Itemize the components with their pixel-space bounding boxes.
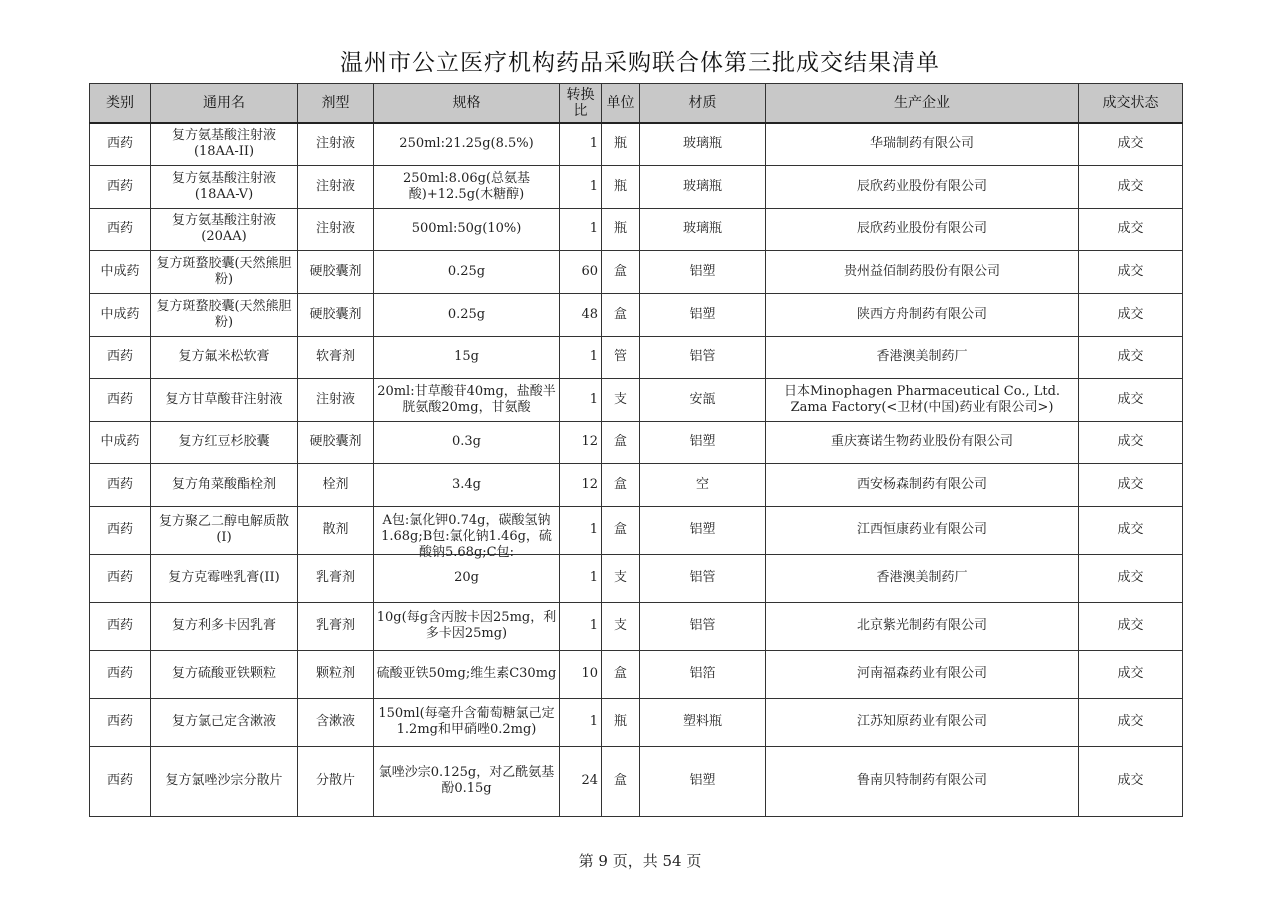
cell-unit: 盒: [602, 746, 640, 816]
page-title: 温州市公立医疗机构药品采购联合体第三批成交结果清单: [340, 50, 940, 76]
specification-text: 硫酸亚铁50mg;维生素C30mg: [376, 666, 557, 681]
cell-generic-name: 复方斑蝥胶囊(天然熊胆粉): [151, 293, 298, 336]
cell-manufacturer: 西安杨森制药有限公司: [766, 463, 1079, 506]
cell-dosage-form: 含漱液: [298, 698, 374, 746]
cell-manufacturer: 陕西方舟制药有限公司: [766, 293, 1079, 336]
column-header-material: 材质: [640, 84, 766, 124]
cell-specification: [374, 208, 560, 250]
cell-conversion-ratio: 1: [560, 698, 602, 746]
cell-manufacturer: 重庆赛诺生物药业股份有限公司: [766, 421, 1079, 463]
cell-unit: 盒: [602, 506, 640, 554]
cell-unit: 管: [602, 336, 640, 378]
column-header-category: 类别: [90, 84, 151, 124]
cell-unit: 盒: [602, 421, 640, 463]
cell-material: 铝塑: [640, 293, 766, 336]
cell-specification: [374, 650, 560, 698]
specification-text: 500ml:50g(10%): [411, 221, 522, 236]
cell-manufacturer: 香港澳美制药厂: [766, 554, 1079, 602]
cell-conversion-ratio: 1: [560, 378, 602, 421]
specification-text: 0.25g: [447, 263, 486, 279]
cell-generic-name: 复方聚乙二醇电解质散(I): [151, 506, 298, 554]
cell-material: 铝塑: [640, 746, 766, 816]
cell-unit: 瓶: [602, 165, 640, 208]
cell-specification: [374, 746, 560, 816]
cell-material: 安瓿: [640, 378, 766, 421]
cell-deal-status: 成交: [1079, 165, 1183, 208]
cell-specification: [374, 293, 560, 336]
cell-unit: 瓶: [602, 123, 640, 165]
cell-manufacturer: 贵州益佰制药股份有限公司: [766, 250, 1079, 293]
cell-manufacturer: 江苏知原药业有限公司: [766, 698, 1079, 746]
cell-generic-name: 复方氯唑沙宗分散片: [151, 746, 298, 816]
table-row: [90, 463, 1183, 506]
cell-generic-name: 复方克霉唑乳膏(II): [151, 554, 298, 602]
specification-text: 10g(每g含丙胺卡因25mg，利多卡因25mg): [376, 610, 557, 641]
cell-conversion-ratio: 1: [560, 602, 602, 650]
cell-dosage-form: 乳膏剂: [298, 602, 374, 650]
cell-unit: 盒: [602, 650, 640, 698]
specification-text: 氯唑沙宗0.125g，对乙酰氨基酚0.15g: [378, 765, 555, 796]
cell-category: 中成药: [90, 421, 151, 463]
cell-category: 西药: [90, 554, 151, 602]
cell-conversion-ratio: 12: [560, 421, 602, 463]
cell-generic-name: 复方甘草酸苷注射液: [151, 378, 298, 421]
cell-specification: [374, 698, 560, 746]
column-header-generic-name: 通用名: [151, 84, 298, 124]
cell-unit: 支: [602, 602, 640, 650]
cell-category: 西药: [90, 463, 151, 506]
table-row: [90, 506, 1183, 554]
specification-text: 20g: [454, 570, 479, 585]
specification-text: 0.25g: [447, 306, 486, 322]
specification-text: 0.3g: [452, 434, 481, 449]
table-row: [90, 421, 1183, 463]
cell-category: 西药: [90, 650, 151, 698]
cell-category: 西药: [90, 698, 151, 746]
cell-deal-status: 成交: [1079, 463, 1183, 506]
cell-material: 玻璃瓶: [640, 208, 766, 250]
cell-category: 西药: [90, 123, 151, 165]
cell-deal-status: 成交: [1079, 208, 1183, 250]
cell-manufacturer: 北京紫光制药有限公司: [766, 602, 1079, 650]
cell-deal-status: 成交: [1079, 123, 1183, 165]
cell-manufacturer: 辰欣药业股份有限公司: [766, 208, 1079, 250]
table-row: [90, 293, 1183, 336]
page-number: 第 9 页，共 54 页: [578, 852, 702, 870]
cell-category: 西药: [90, 165, 151, 208]
cell-material: 铝塑: [640, 250, 766, 293]
specification-text: A包:氯化钾0.74g，碳酸氢钠1.68g;B包:氯化钠1.46g，硫酸钠5.68g;C包:: [381, 513, 552, 560]
cell-conversion-ratio: 1: [560, 123, 602, 165]
cell-dosage-form: 乳膏剂: [298, 554, 374, 602]
cell-category: 西药: [90, 506, 151, 554]
cell-conversion-ratio: 1: [560, 208, 602, 250]
cell-dosage-form: 注射液: [298, 165, 374, 208]
cell-deal-status: 成交: [1079, 250, 1183, 293]
cell-specification: [374, 463, 560, 506]
cell-generic-name: 复方氨基酸注射液(18AA-V): [151, 165, 298, 208]
cell-specification: [374, 554, 560, 602]
cell-dosage-form: 软膏剂: [298, 336, 374, 378]
cell-material: 铝塑: [640, 421, 766, 463]
cell-conversion-ratio: 60: [560, 250, 602, 293]
table-row: [90, 650, 1183, 698]
cell-specification: [374, 378, 560, 421]
cell-generic-name: 复方斑蝥胶囊(天然熊胆粉): [151, 250, 298, 293]
table-header-row: [90, 84, 1183, 124]
cell-deal-status: 成交: [1079, 506, 1183, 554]
cell-conversion-ratio: 10: [560, 650, 602, 698]
cell-manufacturer: 香港澳美制药厂: [766, 336, 1079, 378]
column-header-dosage-form: 剂型: [298, 84, 374, 124]
cell-category: 西药: [90, 208, 151, 250]
cell-category: 西药: [90, 746, 151, 816]
table-row: [90, 378, 1183, 421]
cell-dosage-form: 注射液: [298, 208, 374, 250]
cell-conversion-ratio: 1: [560, 336, 602, 378]
cell-specification: [374, 602, 560, 650]
cell-material: 铝管: [640, 554, 766, 602]
specification-text: 15g: [454, 349, 479, 364]
cell-generic-name: 复方氨基酸注射液(20AA): [151, 208, 298, 250]
cell-material: 玻璃瓶: [640, 123, 766, 165]
cell-manufacturer: 日本Minophagen Pharmaceutical Co., Ltd. Zama Factory(<卫材(中国)药业有限公司>): [766, 378, 1079, 421]
cell-generic-name: 复方硫酸亚铁颗粒: [151, 650, 298, 698]
cell-dosage-form: 注射液: [298, 123, 374, 165]
cell-material: 玻璃瓶: [640, 165, 766, 208]
specification-text: 250ml:8.06g(总氨基酸)+12.5g(木糖醇): [402, 170, 531, 202]
cell-deal-status: 成交: [1079, 421, 1183, 463]
cell-deal-status: 成交: [1079, 378, 1183, 421]
cell-conversion-ratio: 1: [560, 554, 602, 602]
cell-manufacturer: 鲁南贝特制药有限公司: [766, 746, 1079, 816]
column-header-manufacturer: 生产企业: [766, 84, 1079, 124]
cell-unit: 支: [602, 378, 640, 421]
table-row: [90, 123, 1183, 165]
cell-dosage-form: 注射液: [298, 378, 374, 421]
table-row: [90, 602, 1183, 650]
cell-manufacturer: 华瑞制药有限公司: [766, 123, 1079, 165]
cell-category: 中成药: [90, 250, 151, 293]
column-header-conversion-ratio: 转换比: [560, 84, 602, 124]
cell-deal-status: 成交: [1079, 746, 1183, 816]
table-row: [90, 554, 1183, 602]
cell-deal-status: 成交: [1079, 602, 1183, 650]
table-row: [90, 250, 1183, 293]
table-row: [90, 165, 1183, 208]
specification-text: 250ml:21.25g(8.5%): [399, 136, 534, 152]
cell-material: 铝塑: [640, 506, 766, 554]
table-row: [90, 698, 1183, 746]
cell-unit: 盒: [602, 250, 640, 293]
cell-conversion-ratio: 48: [560, 293, 602, 336]
cell-deal-status: 成交: [1079, 554, 1183, 602]
table-row: [90, 746, 1183, 816]
cell-dosage-form: 硬胶囊剂: [298, 293, 374, 336]
specification-text: 20ml:甘草酸苷40mg，盐酸半胱氨酸20mg，甘氨酸: [377, 383, 556, 415]
cell-unit: 瓶: [602, 698, 640, 746]
cell-unit: 支: [602, 554, 640, 602]
cell-dosage-form: 栓剂: [298, 463, 374, 506]
cell-conversion-ratio: 24: [560, 746, 602, 816]
cell-generic-name: 复方氯己定含漱液: [151, 698, 298, 746]
cell-category: 中成药: [90, 293, 151, 336]
cell-dosage-form: 硬胶囊剂: [298, 421, 374, 463]
cell-generic-name: 复方氟米松软膏: [151, 336, 298, 378]
cell-conversion-ratio: 12: [560, 463, 602, 506]
cell-dosage-form: 硬胶囊剂: [298, 250, 374, 293]
cell-specification: [374, 506, 560, 560]
column-header-unit: 单位: [602, 84, 640, 124]
cell-conversion-ratio: 1: [560, 165, 602, 208]
cell-specification: [374, 421, 560, 463]
cell-conversion-ratio: 1: [560, 506, 602, 554]
cell-dosage-form: 分散片: [298, 746, 374, 816]
cell-material: 铝管: [640, 336, 766, 378]
column-header-specification: 规格: [374, 84, 560, 124]
cell-material: 塑料瓶: [640, 698, 766, 746]
cell-deal-status: 成交: [1079, 336, 1183, 378]
cell-material: 铝管: [640, 602, 766, 650]
cell-manufacturer: 河南福森药业有限公司: [766, 650, 1079, 698]
cell-generic-name: 复方氨基酸注射液(18AA-II): [151, 123, 298, 165]
cell-generic-name: 复方角菜酸酯栓剂: [151, 463, 298, 506]
table-row: [90, 336, 1183, 378]
cell-deal-status: 成交: [1079, 698, 1183, 746]
cell-category: 西药: [90, 336, 151, 378]
cell-material: 空: [640, 463, 766, 506]
cell-deal-status: 成交: [1079, 293, 1183, 336]
cell-specification: [374, 250, 560, 293]
cell-manufacturer: 辰欣药业股份有限公司: [766, 165, 1079, 208]
cell-dosage-form: 散剂: [298, 506, 374, 554]
specification-text: 150ml(每毫升含葡萄糖氯己定1.2mg和甲硝唑0.2mg): [378, 706, 555, 737]
cell-category: 西药: [90, 378, 151, 421]
specification-text: 3.4g: [452, 476, 481, 492]
cell-manufacturer: 江西恒康药业有限公司: [766, 506, 1079, 554]
cell-dosage-form: 颗粒剂: [298, 650, 374, 698]
cell-unit: 盒: [602, 463, 640, 506]
procurement-result-table: [89, 83, 1183, 817]
table-row: [90, 208, 1183, 250]
column-header-deal-status: 成交状态: [1079, 84, 1183, 124]
cell-deal-status: 成交: [1079, 650, 1183, 698]
cell-specification: [374, 123, 560, 165]
cell-unit: 盒: [602, 293, 640, 336]
cell-specification: [374, 336, 560, 378]
cell-material: 铝箔: [640, 650, 766, 698]
cell-generic-name: 复方利多卡因乳膏: [151, 602, 298, 650]
cell-specification: [374, 165, 560, 208]
cell-unit: 瓶: [602, 208, 640, 250]
cell-category: 西药: [90, 602, 151, 650]
cell-generic-name: 复方红豆杉胶囊: [151, 421, 298, 463]
